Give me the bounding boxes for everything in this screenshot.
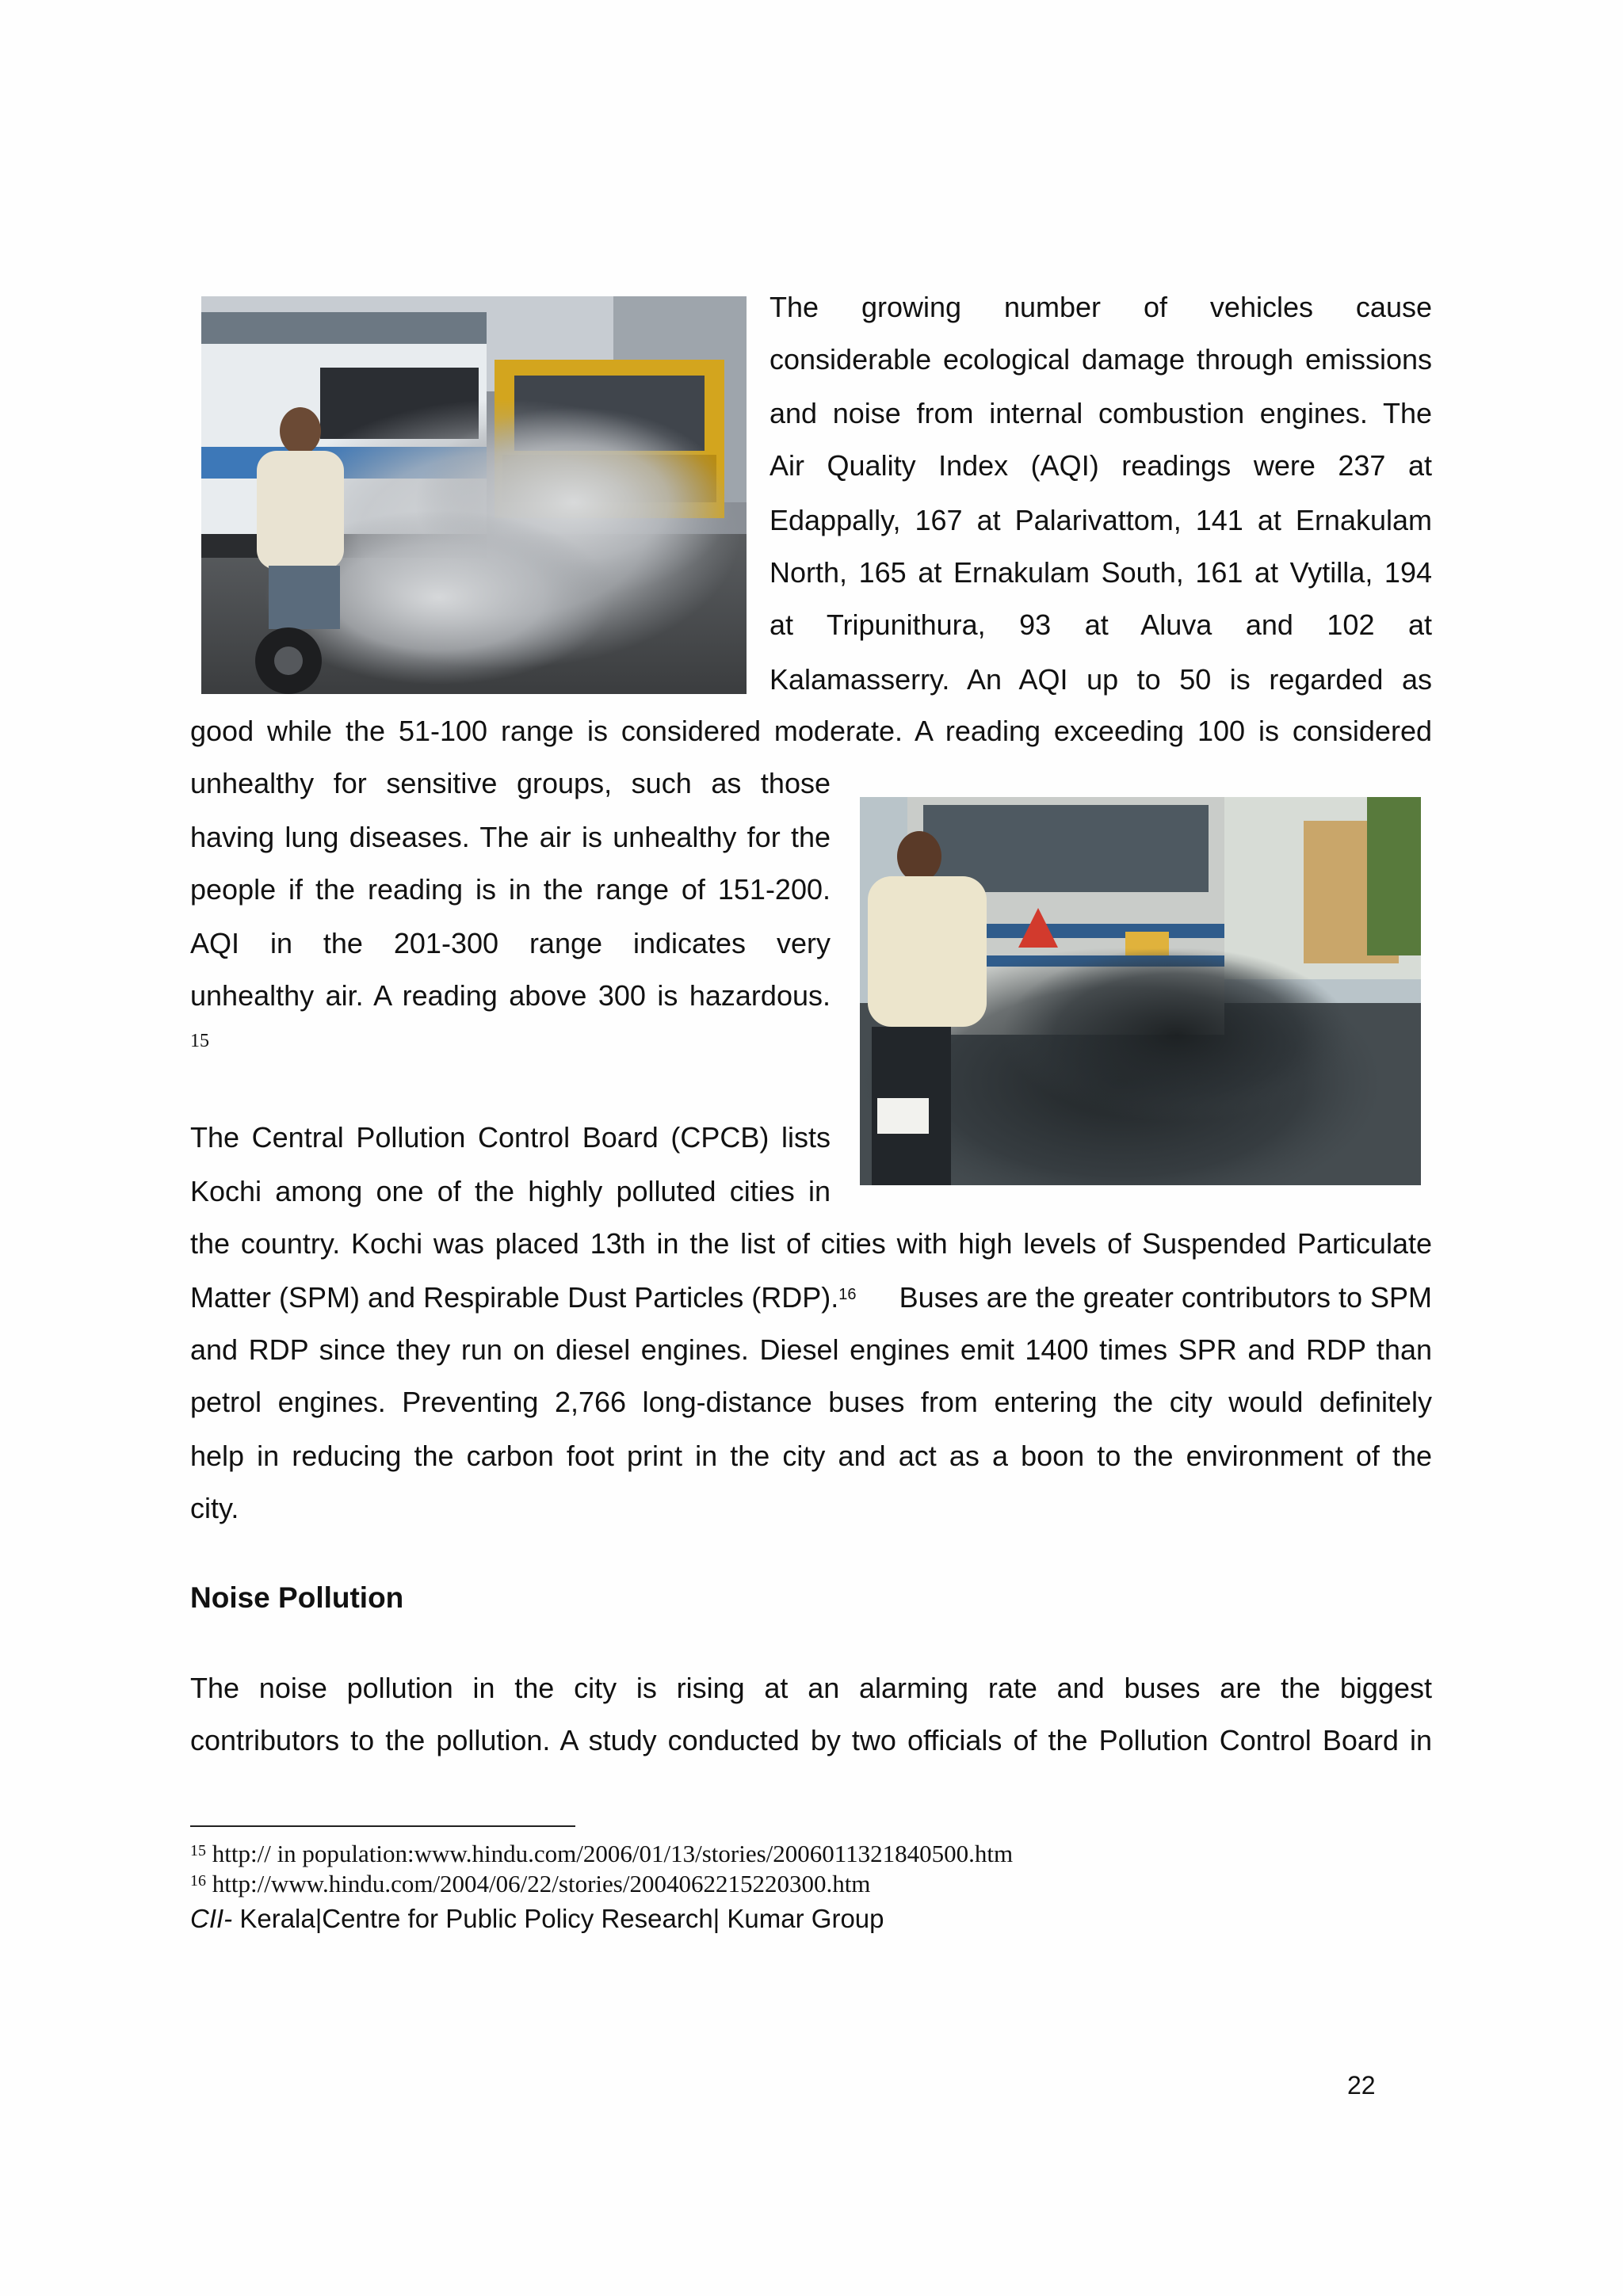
body-text-line: unhealthy air. A reading above 300 is hazardous. — [190, 979, 831, 1012]
footer-org-italic: CII- — [190, 1904, 233, 1933]
footnote-divider — [190, 1825, 575, 1827]
footnote-16 — [190, 1870, 870, 1898]
footnote-link[interactable]: http:// in population:www.hindu.com/2006/01/13/stories/2006011321840500.htm — [212, 1840, 1014, 1867]
body-text-line: and noise from internal combustion engines. The — [769, 397, 1432, 429]
body-text-line: AQI in the 201-300 range indicates very — [190, 927, 831, 959]
body-text-line: Air Quality Index (AQI) readings were 237 at — [769, 449, 1432, 482]
body-text-line: city. — [190, 1492, 239, 1524]
body-text-line: and RDP since they run on diesel engines. Diesel engines emit 1400 times SPR and RDP than — [190, 1333, 1432, 1366]
bus-exhaust-photo — [860, 797, 1421, 1185]
body-text-line: unhealthy for sensitive groups, such as those — [190, 767, 831, 799]
body-text-line: considerable ecological damage through emissions — [769, 343, 1432, 376]
body-text-line: contributors to the pollution. A study conducted by two officials of the Pollution Control Board in — [190, 1724, 1432, 1756]
body-text-line: having lung diseases. The air is unhealthy for the — [190, 821, 831, 853]
footnote-number: 15 — [190, 1842, 206, 1859]
body-text-line: at Tripunithura, 93 at Aluva and 102 at — [769, 608, 1432, 641]
body-text-line: Kochi among one of the highly polluted cities in — [190, 1175, 831, 1207]
body-text-line: petrol engines. Preventing 2,766 long-distance buses from entering the city would definitely — [190, 1386, 1432, 1418]
body-text-line: The Central Pollution Control Board (CPCB) lists — [190, 1121, 831, 1154]
body-text-line: Kalamasserry. An AQI up to 50 is regarded as — [769, 663, 1432, 696]
body-text-line-with-ref — [190, 1280, 1432, 1315]
body-text-line: North, 165 at Ernakulam South, 161 at Vytilla, 194 — [769, 556, 1432, 589]
footer-org-rest: Kerala|Centre for Public Policy Research| Kumar Group — [232, 1904, 884, 1933]
page-number: 22 — [1347, 2071, 1376, 2100]
body-text-line: people if the reading is in the range of 151-200. — [190, 873, 831, 906]
body-text-segment: Matter (SPM) and Respirable Dust Particles (RDP). — [190, 1281, 839, 1314]
body-text-line: Edappally, 167 at Palarivattom, 141 at Ernakulam — [769, 504, 1432, 536]
body-text-line: good while the 51-100 range is considered moderate. A reading exceeding 100 is considered — [190, 715, 1432, 747]
body-text-line: The noise pollution in the city is rising at an alarming rate and buses are the biggest — [190, 1672, 1432, 1704]
body-text-segment: Buses are the greater contributors to SPM — [899, 1281, 1432, 1314]
footnote-number: 16 — [190, 1872, 206, 1890]
body-text-line: the country. Kochi was placed 13th in the list of cities with high levels of Suspended Particulate — [190, 1227, 1432, 1260]
section-heading: Noise Pollution — [190, 1581, 404, 1614]
footnote-ref-16: 16 — [838, 1286, 857, 1303]
footnote-ref-15: 15 — [190, 1031, 209, 1051]
body-text-line: The growing number of vehicles cause — [769, 291, 1432, 323]
bus-smoke-photo — [201, 296, 747, 694]
body-text-line: help in reducing the carbon foot print in the city and act as a boon to the environment of the — [190, 1440, 1432, 1472]
footnote-15 — [190, 1840, 1013, 1868]
footnote-link[interactable]: http://www.hindu.com/2004/06/22/stories/2004062215220300.htm — [212, 1870, 871, 1897]
page-footer — [190, 1903, 884, 1935]
